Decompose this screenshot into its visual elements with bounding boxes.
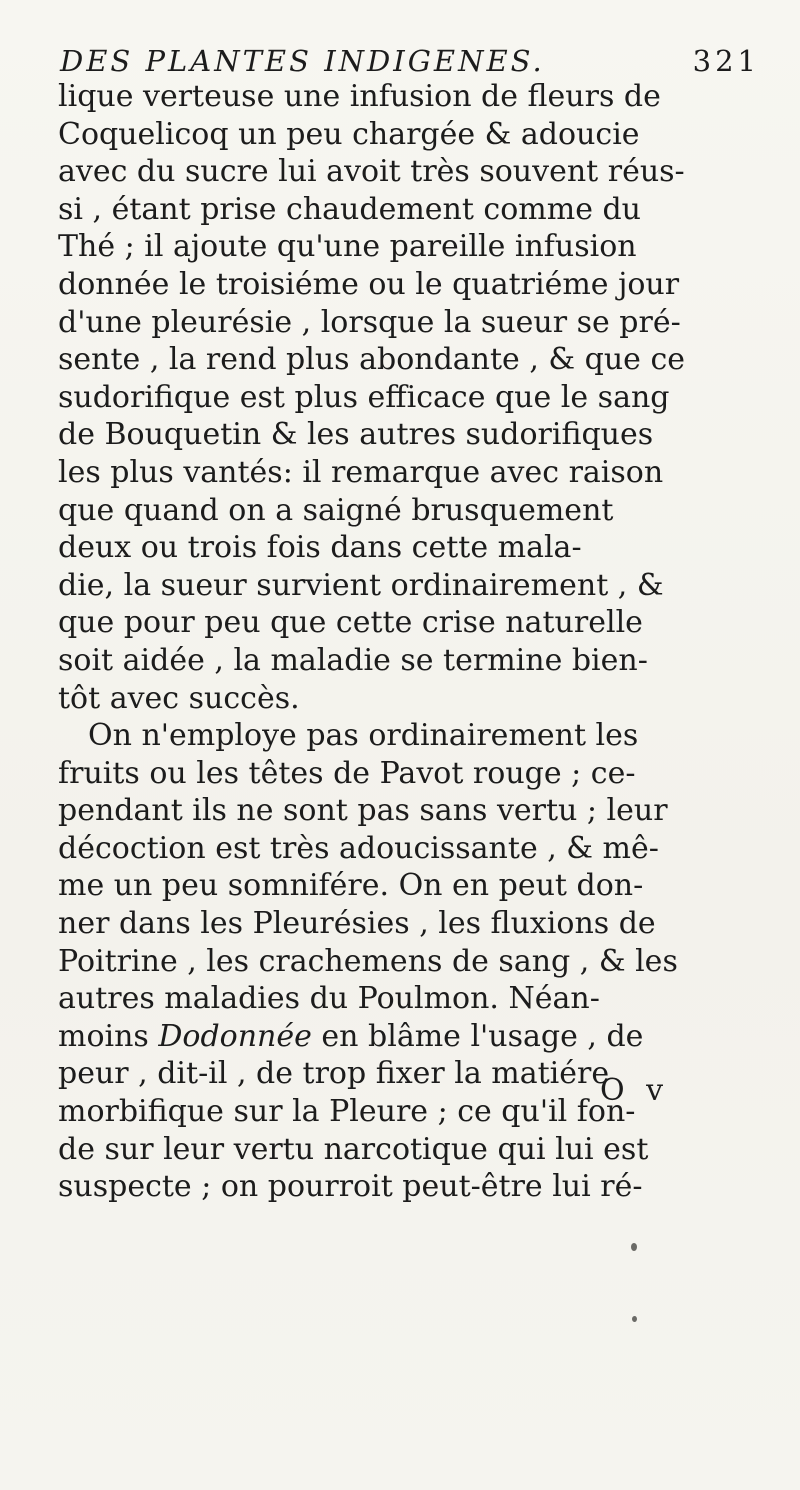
text-line: si , étant prise chaudement comme du xyxy=(58,191,642,227)
text-line: sente , la rend plus abondante , & que ce xyxy=(58,342,686,378)
text-line: deux ou trois fois dans cette mala- xyxy=(58,530,582,566)
text-line: sudorifique est plus efficace que le sang xyxy=(58,379,670,415)
text-line: de sur leur vertu narcotique qui lui est xyxy=(58,1131,649,1167)
catchword: O v xyxy=(600,1073,670,1108)
text-line: de Bouquetin & les autres sudorifiques xyxy=(58,417,654,453)
text-line: fruits ou les têtes de Pavot rouge ; ce- xyxy=(58,755,636,791)
text-line: pendant ils ne sont pas sans vertu ; leur xyxy=(58,793,668,829)
author-name: Dodonnée xyxy=(158,1018,312,1054)
text-line: Thé ; il ajoute qu'une pareille infusion xyxy=(58,229,637,265)
ink-speck xyxy=(631,1243,637,1251)
text-line: que quand on a saigné brusquement xyxy=(58,492,614,528)
text-line: moins Dodonnée en blâme l'usage , de xyxy=(58,1018,644,1054)
page-number: 321 xyxy=(692,44,760,78)
ink-speck xyxy=(632,1316,637,1322)
text-line: les plus vantés: il remarque avec raison xyxy=(58,454,664,490)
text-line: tôt avec succès. xyxy=(58,680,300,716)
text-line: autres maladies du Poulmon. Néan- xyxy=(58,981,600,1017)
text-line: Coquelicoq un peu chargée & adoucie xyxy=(58,116,640,152)
paragraph-start-line: On n'employe pas ordinairement les xyxy=(88,718,639,754)
text-line: soit aidée , la maladie se termine bien- xyxy=(58,642,648,678)
text-line: ner dans les Pleurésies , les fluxions de xyxy=(58,906,656,942)
text-line: me un peu somnifére. On en peut don- xyxy=(58,868,644,904)
text-line: lique verteuse une infusion de fleurs de xyxy=(58,79,661,114)
text-line: die, la sueur survient ordinairement , & xyxy=(58,567,664,603)
text-line: que pour peu que cette crise naturelle xyxy=(58,605,643,641)
text-line: donnée le troisiéme ou le quatriéme jour xyxy=(58,266,680,302)
body-text xyxy=(58,78,778,1206)
text-line: suspecte ; on pourroit peut-être lui ré- xyxy=(58,1169,643,1205)
text-line: peur , dit-il , de trop fixer la matiére xyxy=(58,1056,610,1092)
text-line: d'une pleurésie , lorsque la sueur se pré- xyxy=(58,304,681,340)
text-line: décoction est très adoucissante , & mê- xyxy=(58,830,659,866)
running-head-title: DES PLANTES INDIGENES. xyxy=(60,44,545,78)
text-line: avec du sucre lui avoit très souvent réus- xyxy=(58,154,685,190)
text-line: morbifique sur la Pleure ; ce qu'il fon- xyxy=(58,1094,636,1130)
text-line: Poitrine , les crachemens de sang , & les xyxy=(58,943,678,979)
